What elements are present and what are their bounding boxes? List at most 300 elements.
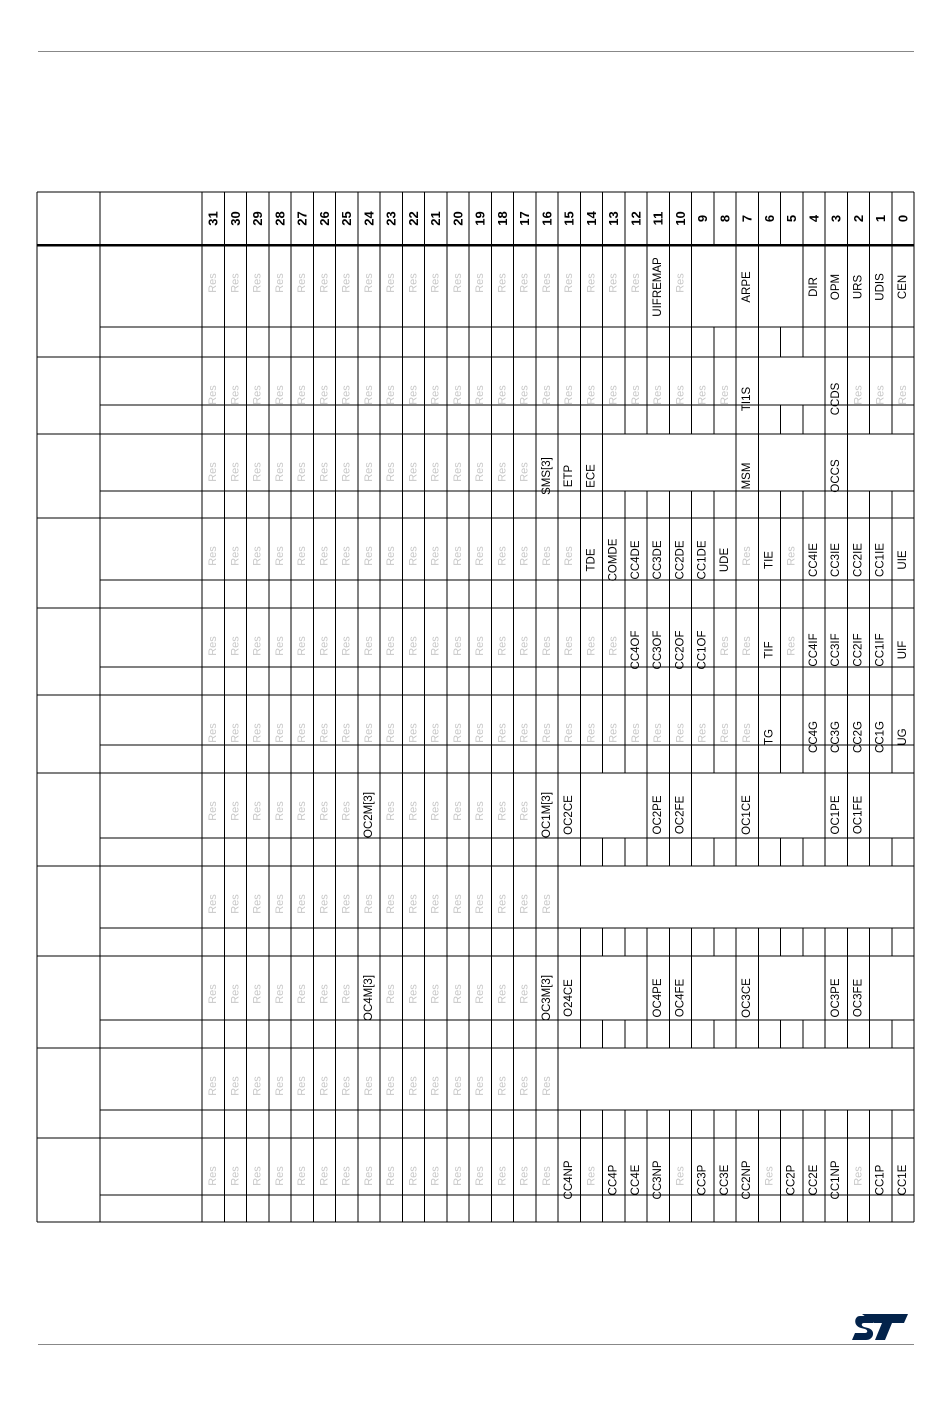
- reserved-bit-label: Res: [718, 723, 731, 743]
- reserved-bit-label: Res: [674, 1166, 687, 1186]
- reserved-bit-label: Res: [451, 1166, 464, 1186]
- reserved-bit-label: Res: [496, 1076, 509, 1096]
- reserved-bit-label: Res: [296, 1076, 309, 1096]
- field-label-oc3fe: OC3FE: [852, 978, 865, 1018]
- reserved-bit-label: Res: [451, 385, 464, 405]
- field-label-ccds: CCDS: [830, 382, 843, 416]
- bit-number-5: 5: [784, 214, 800, 223]
- reserved-bit-label: Res: [496, 801, 509, 821]
- field-label-cc2if: CC2IF: [852, 633, 865, 667]
- field-label-oc1m-3-: OC1M[3]: [540, 791, 553, 839]
- field-label-cc2g: CC2G: [852, 721, 865, 753]
- reserved-bit-label: Res: [407, 984, 420, 1004]
- reserved-bit-label: Res: [429, 1166, 442, 1186]
- reserved-bit-label: Res: [785, 636, 798, 656]
- field-label-cc2np: CC2NP: [741, 1160, 754, 1200]
- reserved-bit-label: Res: [474, 894, 487, 914]
- field-label-oc4m-3-: OC4M[3]: [362, 974, 375, 1022]
- reserved-bit-label: Res: [229, 462, 242, 482]
- reserved-bit-label: Res: [385, 546, 398, 566]
- field-label-cc1if: CC1IF: [874, 633, 887, 667]
- reserved-bit-label: Res: [518, 462, 531, 482]
- reserved-bit-label: Res: [296, 385, 309, 405]
- reserved-bit-label: Res: [340, 894, 353, 914]
- reserved-bit-label: Res: [207, 801, 220, 821]
- bit-number-2: 2: [850, 214, 866, 223]
- reserved-bit-label: Res: [296, 636, 309, 656]
- bit-number-26: 26: [316, 211, 332, 226]
- reserved-bit-label: Res: [207, 1166, 220, 1186]
- reserved-bit-label: Res: [229, 1166, 242, 1186]
- field-label-cc3np: CC3NP: [652, 1160, 665, 1200]
- reserved-bit-label: Res: [474, 385, 487, 405]
- reserved-bit-label: Res: [251, 1166, 264, 1186]
- reserved-bit-label: Res: [273, 1166, 286, 1186]
- reserved-bit-label: Res: [451, 1076, 464, 1096]
- reserved-bit-label: Res: [251, 984, 264, 1004]
- reserved-bit-label: Res: [207, 273, 220, 293]
- reserved-bit-label: Res: [229, 723, 242, 743]
- reserved-bit-label: Res: [451, 273, 464, 293]
- field-label-tif: TIF: [763, 641, 776, 659]
- field-label-cc4ie: CC4IE: [807, 543, 820, 577]
- bit-number-17: 17: [517, 211, 533, 226]
- bit-number-15: 15: [561, 211, 577, 226]
- reserved-bit-label: Res: [474, 462, 487, 482]
- reserved-bit-label: Res: [496, 1166, 509, 1186]
- reserved-bit-label: Res: [385, 385, 398, 405]
- reserved-bit-label: Res: [429, 636, 442, 656]
- reserved-bit-label: Res: [474, 546, 487, 566]
- reserved-bit-label: Res: [763, 1166, 776, 1186]
- reserved-bit-label: Res: [273, 894, 286, 914]
- reserved-bit-label: Res: [273, 546, 286, 566]
- reserved-bit-label: Res: [273, 636, 286, 656]
- reserved-bit-label: Res: [474, 984, 487, 1004]
- bit-number-24: 24: [361, 211, 377, 226]
- reserved-bit-label: Res: [585, 636, 598, 656]
- field-label-cc2of: CC2OF: [674, 630, 687, 670]
- reserved-bit-label: Res: [273, 462, 286, 482]
- reserved-bit-label: Res: [741, 546, 754, 566]
- reserved-bit-label: Res: [318, 894, 331, 914]
- reserved-bit-label: Res: [451, 801, 464, 821]
- reserved-bit-label: Res: [652, 385, 665, 405]
- field-label-arpe: ARPE: [741, 271, 754, 303]
- field-label-uifremap: UIFREMAP: [652, 257, 665, 317]
- reserved-bit-label: Res: [296, 894, 309, 914]
- bit-number-3: 3: [828, 214, 844, 223]
- reserved-bit-label: Res: [496, 273, 509, 293]
- bit-number-21: 21: [428, 211, 444, 226]
- field-label-urs: URS: [852, 274, 865, 300]
- reserved-bit-label: Res: [362, 546, 375, 566]
- reserved-bit-label: Res: [318, 385, 331, 405]
- reserved-bit-label: Res: [429, 546, 442, 566]
- reserved-bit-label: Res: [540, 546, 553, 566]
- reserved-bit-label: Res: [273, 984, 286, 1004]
- reserved-bit-label: Res: [385, 1166, 398, 1186]
- field-label-oc1ce: OC1CE: [741, 795, 754, 835]
- field-label-oc3m-3-: OC3M[3]: [540, 974, 553, 1022]
- field-label-oc3pe: OC3PE: [830, 978, 843, 1018]
- reserved-bit-label: Res: [251, 385, 264, 405]
- reserved-bit-label: Res: [251, 636, 264, 656]
- reserved-bit-label: Res: [518, 636, 531, 656]
- reserved-bit-label: Res: [674, 273, 687, 293]
- bit-number-13: 13: [606, 211, 622, 226]
- reserved-bit-label: Res: [674, 385, 687, 405]
- reserved-bit-label: Res: [429, 1076, 442, 1096]
- reserved-bit-label: Res: [874, 385, 887, 405]
- reserved-bit-label: Res: [518, 1076, 531, 1096]
- reserved-bit-label: Res: [385, 894, 398, 914]
- reserved-bit-label: Res: [563, 546, 576, 566]
- bit-number-23: 23: [383, 211, 399, 226]
- reserved-bit-label: Res: [273, 723, 286, 743]
- reserved-bit-label: Res: [407, 1166, 420, 1186]
- reserved-bit-label: Res: [207, 462, 220, 482]
- reserved-bit-label: Res: [296, 546, 309, 566]
- field-label-tg: TG: [763, 729, 776, 745]
- field-label-oc3ce: OC3CE: [741, 978, 754, 1018]
- field-label-cc2ie: CC2IE: [852, 543, 865, 577]
- reserved-bit-label: Res: [585, 385, 598, 405]
- field-label-cc4e: CC4E: [629, 1164, 642, 1196]
- reserved-bit-label: Res: [451, 984, 464, 1004]
- reserved-bit-label: Res: [496, 636, 509, 656]
- reserved-bit-label: Res: [407, 723, 420, 743]
- reserved-bit-label: Res: [251, 1076, 264, 1096]
- reserved-bit-label: Res: [407, 546, 420, 566]
- reserved-bit-label: Res: [340, 273, 353, 293]
- reserved-bit-label: Res: [718, 636, 731, 656]
- reserved-bit-label: Res: [429, 984, 442, 1004]
- reserved-bit-label: Res: [407, 894, 420, 914]
- reserved-bit-label: Res: [518, 385, 531, 405]
- bit-number-18: 18: [494, 211, 510, 226]
- reserved-bit-label: Res: [629, 273, 642, 293]
- field-label-ece: ECE: [585, 464, 598, 488]
- reserved-bit-label: Res: [251, 723, 264, 743]
- reserved-bit-label: Res: [629, 723, 642, 743]
- reserved-bit-label: Res: [296, 723, 309, 743]
- reserved-bit-label: Res: [540, 273, 553, 293]
- reserved-bit-label: Res: [496, 385, 509, 405]
- bit-number-28: 28: [272, 211, 288, 226]
- reserved-bit-label: Res: [496, 723, 509, 743]
- reserved-bit-label: Res: [518, 546, 531, 566]
- field-label-etp: ETP: [563, 464, 576, 488]
- reserved-bit-label: Res: [429, 462, 442, 482]
- reserved-bit-label: Res: [229, 894, 242, 914]
- bit-number-27: 27: [294, 211, 310, 226]
- field-label-opm: OPM: [830, 273, 843, 301]
- reserved-bit-label: Res: [451, 894, 464, 914]
- field-label-dir: DIR: [807, 277, 820, 297]
- bit-number-0: 0: [895, 214, 911, 223]
- bit-number-16: 16: [539, 211, 555, 226]
- field-label-cc1g: CC1G: [874, 721, 887, 753]
- field-label-cen: CEN: [896, 274, 909, 300]
- reserved-bit-label: Res: [563, 723, 576, 743]
- reserved-bit-label: Res: [518, 273, 531, 293]
- field-label-cc2p: CC2P: [785, 1164, 798, 1196]
- field-label-comde: COMDE: [607, 538, 620, 582]
- bit-number-10: 10: [672, 211, 688, 226]
- reserved-bit-label: Res: [207, 546, 220, 566]
- reserved-bit-label: Res: [296, 984, 309, 1004]
- reserved-bit-label: Res: [652, 723, 665, 743]
- reserved-bit-label: Res: [362, 273, 375, 293]
- reserved-bit-label: Res: [496, 546, 509, 566]
- reserved-bit-label: Res: [696, 723, 709, 743]
- reserved-bit-label: Res: [318, 1166, 331, 1186]
- reserved-bit-label: Res: [451, 462, 464, 482]
- bit-number-14: 14: [583, 211, 599, 226]
- field-label-udis: UDIS: [874, 273, 887, 301]
- reserved-bit-label: Res: [251, 894, 264, 914]
- reserved-bit-label: Res: [585, 273, 598, 293]
- reserved-bit-label: Res: [540, 723, 553, 743]
- reserved-bit-label: Res: [318, 723, 331, 743]
- field-label-cc4of: CC4OF: [629, 630, 642, 670]
- reserved-bit-label: Res: [318, 462, 331, 482]
- reserved-bit-label: Res: [207, 984, 220, 1004]
- bit-number-4: 4: [806, 214, 822, 223]
- reserved-bit-label: Res: [540, 636, 553, 656]
- field-label-o24ce: O24CE: [563, 979, 576, 1017]
- reserved-bit-label: Res: [318, 636, 331, 656]
- field-label-cc1np: CC1NP: [830, 1160, 843, 1200]
- reserved-bit-label: Res: [362, 894, 375, 914]
- reserved-bit-label: Res: [251, 801, 264, 821]
- reserved-bit-label: Res: [362, 462, 375, 482]
- reserved-bit-label: Res: [318, 984, 331, 1004]
- reserved-bit-label: Res: [229, 273, 242, 293]
- field-label-cc4if: CC4IF: [807, 633, 820, 667]
- field-label-oc2pe: OC2PE: [652, 795, 665, 835]
- reserved-bit-label: Res: [741, 723, 754, 743]
- reserved-bit-label: Res: [607, 636, 620, 656]
- field-label-cc3e: CC3E: [718, 1164, 731, 1196]
- reserved-bit-label: Res: [474, 636, 487, 656]
- reserved-bit-label: Res: [207, 385, 220, 405]
- reserved-bit-label: Res: [296, 801, 309, 821]
- reserved-bit-label: Res: [362, 723, 375, 743]
- reserved-bit-label: Res: [407, 801, 420, 821]
- reserved-bit-label: Res: [629, 385, 642, 405]
- field-label-uie: UIE: [896, 550, 909, 570]
- reserved-bit-label: Res: [896, 385, 909, 405]
- field-label-oc4pe: OC4PE: [652, 978, 665, 1018]
- field-label-tde: TDE: [585, 548, 598, 572]
- field-label-cc3if: CC3IF: [830, 633, 843, 667]
- reserved-bit-label: Res: [429, 723, 442, 743]
- field-label-ti1s: TI1S: [741, 386, 754, 412]
- bit-number-1: 1: [873, 214, 889, 223]
- reserved-bit-label: Res: [340, 723, 353, 743]
- reserved-bit-label: Res: [340, 385, 353, 405]
- bit-number-8: 8: [717, 214, 733, 223]
- reserved-bit-label: Res: [585, 1166, 598, 1186]
- st-logo-icon: [848, 1310, 912, 1344]
- reserved-bit-label: Res: [563, 636, 576, 656]
- field-label-cc3ie: CC3IE: [830, 543, 843, 577]
- reserved-bit-label: Res: [474, 801, 487, 821]
- reserved-bit-label: Res: [385, 462, 398, 482]
- reserved-bit-label: Res: [318, 273, 331, 293]
- reserved-bit-label: Res: [607, 273, 620, 293]
- reserved-bit-label: Res: [340, 546, 353, 566]
- reserved-bit-label: Res: [407, 385, 420, 405]
- reserved-bit-label: Res: [385, 723, 398, 743]
- reserved-bit-label: Res: [585, 723, 598, 743]
- reserved-bit-label: Res: [229, 546, 242, 566]
- field-label-cc4g: CC4G: [807, 721, 820, 753]
- reserved-bit-label: Res: [407, 636, 420, 656]
- reserved-bit-label: Res: [251, 546, 264, 566]
- bit-number-12: 12: [628, 211, 644, 226]
- field-label-occs: OCCS: [830, 459, 843, 493]
- field-label-oc1pe: OC1PE: [830, 795, 843, 835]
- reserved-bit-label: Res: [362, 636, 375, 656]
- field-label-cc1of: CC1OF: [696, 630, 709, 670]
- field-label-cc2e: CC2E: [807, 1164, 820, 1196]
- field-label-oc4fe: OC4FE: [674, 978, 687, 1018]
- reserved-bit-label: Res: [496, 462, 509, 482]
- reserved-bit-label: Res: [273, 385, 286, 405]
- reserved-bit-label: Res: [362, 385, 375, 405]
- reserved-bit-label: Res: [563, 273, 576, 293]
- reserved-bit-label: Res: [340, 636, 353, 656]
- reserved-bit-label: Res: [407, 462, 420, 482]
- bit-number-22: 22: [405, 211, 421, 226]
- reserved-bit-label: Res: [362, 1166, 375, 1186]
- reserved-bit-label: Res: [229, 801, 242, 821]
- reserved-bit-label: Res: [340, 984, 353, 1004]
- field-label-ude: UDE: [718, 547, 731, 573]
- field-label-cc3de: CC3DE: [652, 540, 665, 580]
- reserved-bit-label: Res: [385, 273, 398, 293]
- reserved-bit-label: Res: [451, 546, 464, 566]
- reserved-bit-label: Res: [496, 894, 509, 914]
- reserved-bit-label: Res: [273, 801, 286, 821]
- reserved-bit-label: Res: [207, 636, 220, 656]
- reserved-bit-label: Res: [674, 723, 687, 743]
- field-label-oc2ce: OC2CE: [563, 795, 576, 835]
- reserved-bit-label: Res: [229, 984, 242, 1004]
- reserved-bit-label: Res: [518, 894, 531, 914]
- field-label-oc1fe: OC1FE: [852, 795, 865, 835]
- reserved-bit-label: Res: [251, 462, 264, 482]
- reserved-bit-label: Res: [229, 385, 242, 405]
- reserved-bit-label: Res: [318, 546, 331, 566]
- reserved-bit-label: Res: [451, 636, 464, 656]
- reserved-bit-label: Res: [296, 1166, 309, 1186]
- reserved-bit-label: Res: [540, 1166, 553, 1186]
- reserved-bit-label: Res: [296, 462, 309, 482]
- field-label-cc2de: CC2DE: [674, 540, 687, 580]
- reserved-bit-label: Res: [340, 801, 353, 821]
- reserved-bit-label: Res: [429, 894, 442, 914]
- bit-number-25: 25: [339, 211, 355, 226]
- reserved-bit-label: Res: [207, 1076, 220, 1096]
- field-label-cc1e: CC1E: [896, 1164, 909, 1196]
- reserved-bit-label: Res: [207, 723, 220, 743]
- reserved-bit-label: Res: [385, 636, 398, 656]
- reserved-bit-label: Res: [741, 636, 754, 656]
- field-label-cc3p: CC3P: [696, 1164, 709, 1196]
- reserved-bit-label: Res: [518, 801, 531, 821]
- field-label-tie: TIE: [763, 551, 776, 569]
- reserved-bit-label: Res: [429, 385, 442, 405]
- reserved-bit-label: Res: [340, 1076, 353, 1096]
- bit-number-11: 11: [650, 211, 666, 226]
- field-label-cc1p: CC1P: [874, 1164, 887, 1196]
- reserved-bit-label: Res: [518, 984, 531, 1004]
- reserved-bit-label: Res: [207, 894, 220, 914]
- reserved-bit-label: Res: [318, 801, 331, 821]
- reserved-bit-label: Res: [340, 462, 353, 482]
- reserved-bit-label: Res: [362, 1076, 375, 1096]
- field-label-ug: UG: [896, 728, 909, 746]
- reserved-bit-label: Res: [385, 801, 398, 821]
- bit-number-7: 7: [739, 214, 755, 223]
- reserved-bit-label: Res: [251, 273, 264, 293]
- reserved-bit-label: Res: [474, 723, 487, 743]
- field-label-cc1de: CC1DE: [696, 540, 709, 580]
- reserved-bit-label: Res: [229, 636, 242, 656]
- field-label-uif: UIF: [896, 640, 909, 660]
- reserved-bit-label: Res: [385, 984, 398, 1004]
- field-label-msm: MSM: [741, 462, 754, 490]
- reserved-bit-label: Res: [852, 1166, 865, 1186]
- reserved-bit-label: Res: [474, 1166, 487, 1186]
- reserved-bit-label: Res: [296, 273, 309, 293]
- field-label-oc2m-3-: OC2M[3]: [362, 791, 375, 839]
- reserved-bit-label: Res: [518, 1166, 531, 1186]
- reserved-bit-label: Res: [474, 273, 487, 293]
- bit-number-9: 9: [695, 214, 711, 223]
- bit-number-20: 20: [450, 211, 466, 226]
- reserved-bit-label: Res: [540, 894, 553, 914]
- reserved-bit-label: Res: [407, 273, 420, 293]
- reserved-bit-label: Res: [496, 984, 509, 1004]
- reserved-bit-label: Res: [474, 1076, 487, 1096]
- bit-number-29: 29: [250, 211, 266, 226]
- field-label-oc2fe: OC2FE: [674, 795, 687, 835]
- reserved-bit-label: Res: [540, 1076, 553, 1096]
- reserved-bit-label: Res: [607, 723, 620, 743]
- reserved-bit-label: Res: [540, 385, 553, 405]
- reserved-bit-label: Res: [273, 1076, 286, 1096]
- field-label-cc1ie: CC1IE: [874, 543, 887, 577]
- field-label-cc4np: CC4NP: [563, 1160, 576, 1200]
- reserved-bit-label: Res: [563, 385, 576, 405]
- field-label-cc4de: CC4DE: [629, 540, 642, 580]
- reserved-bit-label: Res: [518, 723, 531, 743]
- field-label-cc4p: CC4P: [607, 1164, 620, 1196]
- reserved-bit-label: Res: [718, 385, 731, 405]
- bit-number-19: 19: [472, 211, 488, 226]
- reserved-bit-label: Res: [429, 801, 442, 821]
- bit-number-6: 6: [761, 214, 777, 223]
- reserved-bit-label: Res: [318, 1076, 331, 1096]
- reserved-bit-label: Res: [852, 385, 865, 405]
- field-label-cc3of: CC3OF: [652, 630, 665, 670]
- reserved-bit-label: Res: [607, 385, 620, 405]
